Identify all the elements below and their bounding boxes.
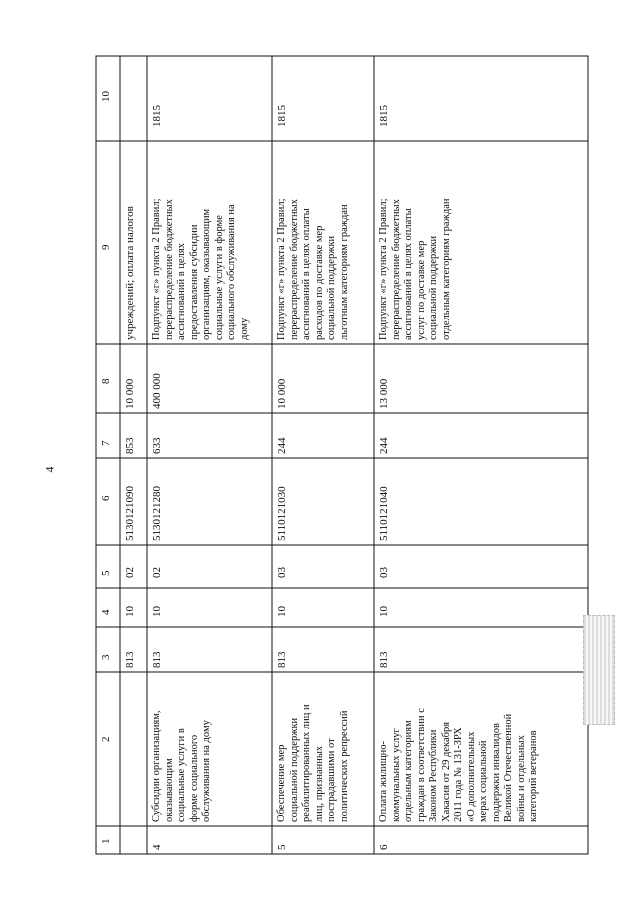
cell-line: предоставления субсидии [188,224,200,340]
table-cell: 02 [124,567,136,578]
cell-line: 2011 года № 131-ЗРХ [453,727,464,822]
cell-line: Субсидии организациям, [151,710,162,822]
cell-line: Великой Отечественной [503,713,514,822]
cell-line: перераспределение бюджетных [163,199,175,340]
column-header: 5 [100,570,112,576]
table-cell: 10 000 [276,378,288,409]
row-number: 6 [378,844,390,850]
table-cell: 813 [124,651,136,668]
table-cell: 03 [276,567,288,578]
table-cell: 10 [151,606,163,617]
cell-line: социальной поддержки [288,717,300,822]
column-header: 3 [100,654,112,660]
cell-line: социальные услуги в форме [213,215,225,340]
table-cell: учреждений; оплата налогов [124,206,136,340]
table-cell [151,710,214,822]
cell-line: форме социального [188,734,200,822]
cell-line: Подпункт «г» пункта 2 Правил; [276,198,287,340]
table-cell: 1815 [378,105,390,127]
cell-line: ассигнований в целях оплаты [403,208,414,340]
table-cell: 1815 [151,105,163,127]
cell-line: расходов по доставке мер [313,225,325,340]
cell-line: поддержки инвалидов [490,723,502,822]
table-cell: 244 [276,437,288,454]
cell-line: ассигнований в целях оплаты [301,208,312,340]
cell-line: социальной поддержки [326,235,337,340]
column-header: 10 [100,91,112,102]
table-cell: 13 000 [378,378,390,409]
column-header: 2 [100,736,112,742]
table-cell: 633 [151,437,163,454]
table-cell [276,198,351,340]
table-cell: 813 [378,651,390,668]
row-number: 4 [151,844,163,850]
cell-line: социальной поддержки [428,235,439,340]
table-cell: 400 000 [151,373,163,409]
cell-line: пострадавшими от [326,738,337,822]
stamp-mark [583,615,615,725]
column-header: 1 [100,838,112,844]
cell-line: социального обслуживания на [226,204,237,340]
table-cell: 5130121280 [151,486,163,541]
cell-line: войны и отдельных [515,735,527,822]
table-cell: 853 [124,437,136,454]
cell-line: оказывающим [163,758,175,822]
table-cell [378,708,541,822]
cell-line: граждан в соответствии с [415,708,427,822]
table-cell: 5110121030 [276,486,288,541]
column-header: 8 [100,378,112,384]
table-cell [276,704,351,822]
table-cell: 10 [276,606,288,617]
column-header: 9 [100,244,112,250]
table-cell [378,198,453,340]
table-cell: 10 [378,606,390,617]
cell-line: дому [238,317,250,340]
cell-line: реабилитированных лиц и [301,704,312,822]
column-header: 6 [100,495,112,501]
table-cell: 5130121090 [124,486,136,541]
row-number: 5 [276,844,288,850]
cell-line: льготным категориям граждан [338,204,350,340]
cell-line: коммунальных услуг [390,728,402,822]
page-number: 4 [42,466,57,473]
cell-line: Оплата жилищно- [378,740,389,822]
cell-line: перераспределение бюджетных [390,199,402,340]
cell-line: Подпункт «г» пункта 2 Правил; [151,198,162,340]
cell-line: Обеспечение мер [276,744,287,822]
cell-line: перераспределение бюджетных [288,199,300,340]
table-cell [151,198,251,340]
table-cell: 1815 [276,105,288,127]
table-cell: 10 000 [124,378,136,409]
table-cell: 813 [276,651,288,668]
column-header: 4 [100,609,112,615]
cell-line: ассигнований в целях [176,243,187,340]
table-cell: 813 [151,651,163,668]
cell-line: Подпункт «г» пункта 2 Правил; [378,198,389,340]
column-header: 7 [100,440,112,446]
cell-line: Законом Республики [428,729,439,822]
table-cell: 5110121040 [378,486,390,541]
cell-line: социальные услуги в [176,728,187,822]
table-cell: 10 [124,606,136,617]
cell-line: лиц, признанных [313,745,325,822]
cell-line: услуг по доставке мер [415,240,427,340]
cell-line: категорий ветеранов [528,730,539,822]
table-cell: 02 [151,567,163,578]
cell-line: отдельным категориям [403,720,414,822]
cell-line: мерах социальной [478,740,489,822]
cell-line: обслуживания на дому [201,720,212,822]
cell-line: отдельным категориям граждан [440,198,452,340]
table-cell: 244 [378,437,390,454]
cell-line: политических репрессий [338,710,350,822]
cell-line: «О дополнительных [465,731,477,822]
cell-line: организациям, оказывающим [201,208,212,340]
cell-line: Хакасия от 29 декабря [440,721,452,822]
table-cell: 03 [378,567,390,578]
